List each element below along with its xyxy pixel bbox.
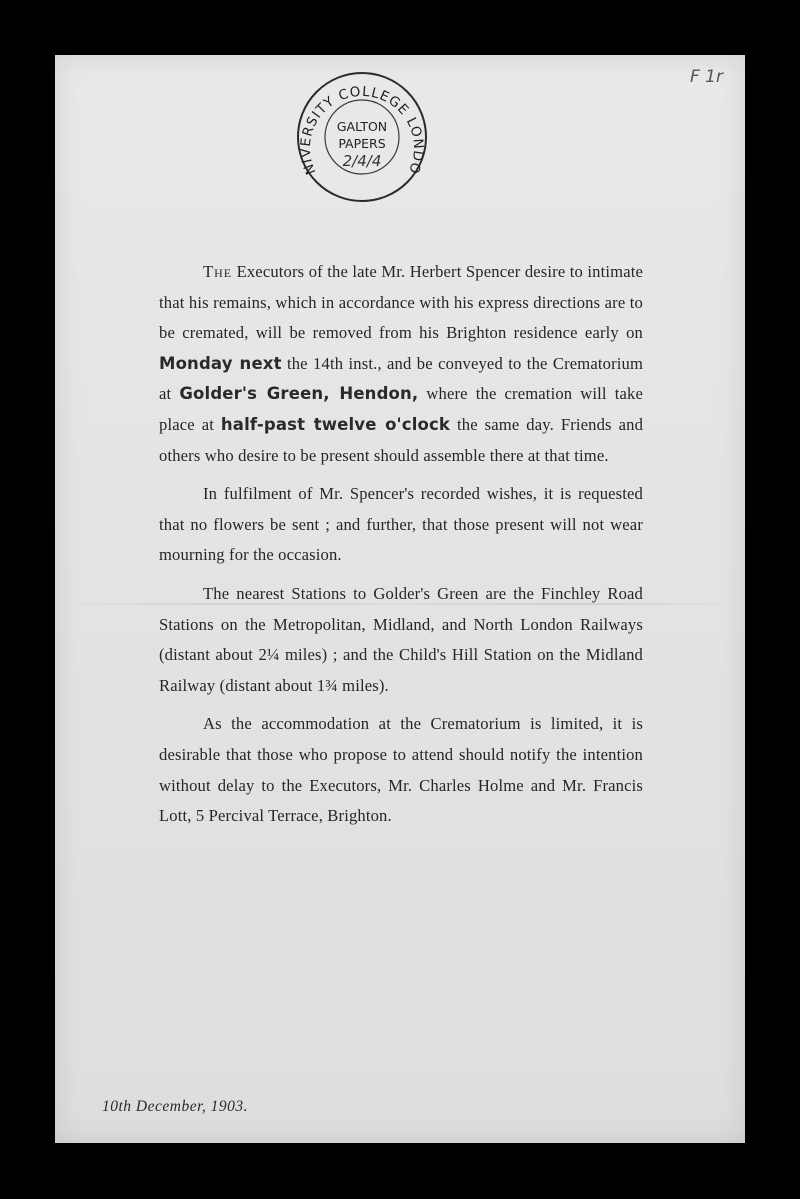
para1-text-1: Executors of the late Mr. Herbert Spencer desire to intimate that his remains, which in accordance with his express directions are to be cremated, will be removed from his Brighton residence early on bbox=[159, 262, 643, 343]
stamp-handwritten-reference: 2/4/4 bbox=[342, 152, 382, 170]
emphasis-time: half-past twelve o'clock bbox=[220, 414, 451, 434]
paragraph-stations: The nearest Stations to Golder's Green are the Finchley Road Stations on the Metropolitan, Midland, and North London Railways (distant about 2¼ miles) ; and the Child's Hill Station on the Midland Railway (distant about 1¾ miles). bbox=[159, 583, 643, 695]
document-page bbox=[55, 55, 745, 1143]
paragraph-wishes: In fulfilment of Mr. Spencer's recorded wishes, it is requested that no flowers be sent ; and further, that those present will not wear mourning for the occasion. bbox=[159, 484, 643, 565]
folio-reference-mark: F 1r bbox=[690, 67, 723, 87]
para1-text-2: the 14th inst., and be conveyed to the Crematorium at bbox=[159, 353, 644, 404]
emphasis-location: Golder's Green, Hendon, bbox=[179, 384, 419, 404]
paragraph-accommodation: As the accommodation at the Crematorium is limited, it is desirable that those who propose to attend should notify the intention without delay to the Executors, Mr. Charles Holme and Mr. Francis Lott, 5 Percival Terrace, Brighton. bbox=[159, 714, 643, 826]
emphasis-monday-next: Monday next bbox=[159, 353, 282, 373]
stamp-seal-graphic bbox=[289, 58, 429, 204]
paragraph-funeral-notice bbox=[159, 257, 643, 471]
stamp-line-galton: GALTON bbox=[336, 119, 388, 134]
para1-text-4: the same day. Friends and others who desire to be present should assemble there at that time. bbox=[159, 414, 644, 465]
galton-papers-stamp bbox=[289, 58, 429, 204]
para1-text-3: where the cremation will take place at bbox=[159, 384, 643, 434]
lead-word: The bbox=[203, 262, 233, 281]
stamp-arc-text: UNIVERSITY COLLEGE LONDON bbox=[289, 58, 427, 177]
stamp-line-papers: PAPERS bbox=[338, 136, 386, 151]
document-date: 10th December, 1903. bbox=[102, 1098, 249, 1115]
notice-body bbox=[159, 257, 643, 832]
